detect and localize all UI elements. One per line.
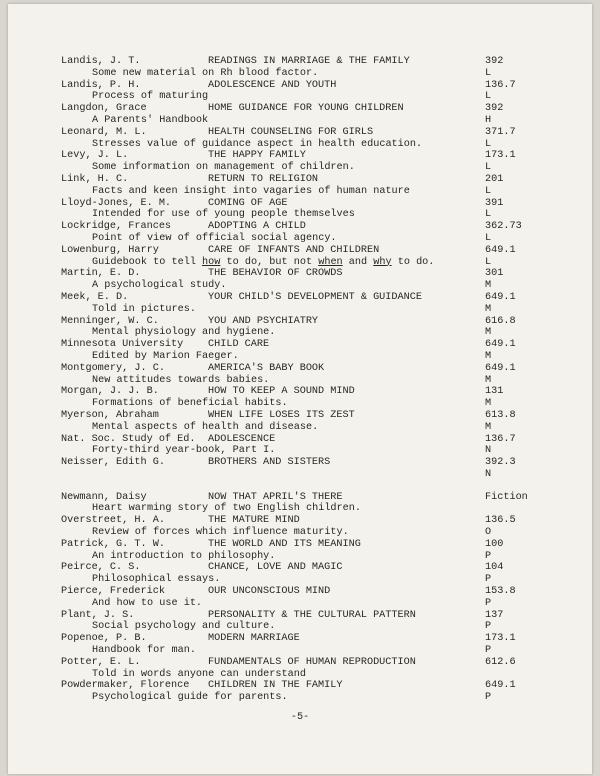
entry-level: M — [485, 350, 492, 362]
entry-annotation: Intended for use of young people themselves — [92, 209, 355, 221]
entry-annotation: Some new material on Rh blood factor. — [92, 67, 319, 79]
entry-level: O — [485, 527, 492, 539]
entry-call-number: 104 — [485, 562, 504, 574]
entry-title: READINGS IN MARRIAGE & THE FAMILY — [208, 56, 410, 67]
entry-level: M — [485, 303, 492, 315]
entry-annotation: Told in words anyone can understand — [92, 668, 306, 680]
entry-author: Powdermaker, Florence — [61, 680, 190, 692]
entry-title: THE HAPPY FAMILY — [208, 150, 306, 162]
entry-title: WHEN LIFE LOSES ITS ZEST — [208, 409, 355, 421]
entry-call-number: 392 — [485, 103, 504, 115]
entry-author: Nat. Soc. Study of Ed. — [61, 433, 196, 445]
entry-annotation: Social psychology and culture. — [92, 621, 276, 633]
list-item — [8, 245, 592, 269]
entry-author: Levy, J. L. — [61, 150, 129, 162]
entry-author: Plant, J. S. — [61, 609, 135, 621]
list-item — [8, 434, 592, 458]
entry-author: Overstreet, H. A. — [61, 515, 165, 527]
bibliography-list — [8, 56, 592, 704]
entry-author: Langdon, Grace — [61, 103, 147, 115]
entry-author: Martin, E. D. — [61, 268, 141, 280]
entry-title: ADOPTING A CHILD — [208, 221, 306, 233]
entry-author: Montgomery, J. C. — [61, 362, 165, 374]
entry-call-number: 136.7 — [485, 433, 516, 445]
entry-annotation: An introduction to philosophy. — [92, 550, 276, 562]
list-item — [8, 492, 592, 516]
entry-title: THE BEHAVIOR OF CROWDS — [208, 268, 343, 280]
entry-level: H — [485, 114, 492, 126]
entry-author: Patrick, G. T. W. — [61, 538, 165, 550]
entry-call-number: 301 — [485, 268, 504, 280]
entry-level: N — [485, 468, 492, 480]
entry-title: THE WORLD AND ITS MEANING — [208, 538, 361, 550]
entry-level: M — [485, 421, 492, 433]
underlined-word: why — [373, 256, 392, 268]
entry-author: Neisser, Edith G. — [61, 457, 165, 469]
entry-author: Link, H. C. — [61, 173, 129, 185]
list-item — [8, 562, 592, 586]
entry-call-number: 131 — [485, 386, 504, 398]
entry-call-number: Fiction — [485, 491, 528, 503]
entry-title: YOU AND PSYCHIATRY — [208, 315, 319, 327]
entry-title: CHANCE, LOVE AND MAGIC — [208, 562, 343, 574]
annotation-text: to do, but not — [220, 256, 319, 268]
entry-call-number: 201 — [485, 173, 504, 185]
entry-title: YOUR CHILD'S DEVELOPMENT & GUIDANCE — [208, 291, 422, 303]
entry-call-number: 392.3 — [485, 457, 516, 469]
entry-author: Newmann, Daisy — [61, 491, 147, 503]
entry-author: Lockridge, Frances — [61, 221, 172, 233]
entry-annotation: New attitudes towards babies. — [92, 374, 270, 386]
entry-call-number: 173.1 — [485, 150, 516, 162]
entry-call-number: 153.8 — [485, 586, 516, 598]
entry-author: Lloyd-Jones, E. M. — [61, 197, 172, 209]
entry-title: MODERN MARRIAGE — [208, 633, 300, 645]
page-number: -5- — [290, 712, 310, 723]
entry-annotation: Forty-third year-book, Part I. — [92, 445, 276, 457]
entry-title: THE MATURE MIND — [208, 515, 300, 527]
entry-level: P — [485, 645, 492, 657]
entry-author: Leonard, M. L. — [61, 126, 147, 138]
entry-annotation: Point of view of official social agency. — [92, 232, 337, 244]
entry-annotation: Philosophical essays. — [92, 574, 221, 586]
entry-call-number: 649.1 — [485, 291, 516, 303]
entry-call-number: 173.1 — [485, 633, 516, 645]
annotation-text: to do. — [391, 256, 435, 268]
entry-call-number: 392 — [485, 56, 504, 67]
entry-level: L — [485, 91, 492, 103]
entry-annotation: Mental physiology and hygiene. — [92, 327, 276, 339]
entry-annotation: Stresses value of guidance aspect in health education. — [92, 138, 423, 150]
entry-author: Landis, P. H. — [61, 79, 141, 91]
entry-level: P — [485, 574, 492, 586]
entry-call-number: 371.7 — [485, 126, 516, 138]
list-item — [8, 316, 592, 340]
list-item — [8, 657, 592, 681]
entry-title: BROTHERS AND SISTERS — [208, 457, 331, 469]
entry-annotation: And how to use it. — [92, 597, 203, 609]
entry-call-number: 649.1 — [485, 362, 516, 374]
entry-annotation: Mental aspects of health and disease. — [92, 421, 319, 433]
list-item — [8, 633, 592, 657]
entry-level: L — [485, 162, 492, 174]
entry-call-number: 616.8 — [485, 315, 516, 327]
entry-title: HEALTH COUNSELING FOR GIRLS — [208, 126, 374, 138]
entry-annotation: A Parents' Handbook — [92, 114, 209, 126]
list-item — [8, 410, 592, 434]
list-item — [8, 457, 592, 481]
entry-author: Morgan, J. J. B. — [61, 386, 159, 398]
annotation-text: Guidebook to tell — [92, 256, 203, 268]
entry-author: Popenoe, P. B. — [61, 633, 147, 645]
entry-annotation: Formations of beneficial habits. — [92, 398, 288, 410]
list-item — [8, 268, 592, 292]
entry-level: M — [485, 327, 492, 339]
entry-title: PERSONALITY & THE CULTURAL PATTERN — [208, 609, 416, 621]
entry-annotation — [92, 257, 434, 269]
list-item — [8, 610, 592, 634]
entry-author: Lowenburg, Harry — [61, 244, 159, 256]
entry-title: NOW THAT APRIL'S THERE — [208, 491, 343, 503]
entry-call-number: 649.1 — [485, 680, 516, 692]
list-item — [8, 80, 592, 104]
entry-level: L — [485, 256, 492, 268]
entry-author: Myerson, Abraham — [61, 409, 159, 421]
entry-call-number: 649.1 — [485, 339, 516, 351]
entry-title: HOW TO KEEP A SOUND MIND — [208, 386, 355, 398]
entry-level: P — [485, 550, 492, 562]
entry-annotation: Some information on management of children. — [92, 162, 355, 174]
entry-annotation: Heart warming story of two English children. — [92, 503, 361, 515]
entry-title: OUR UNCONSCIOUS MIND — [208, 586, 331, 598]
document-page — [8, 4, 592, 774]
entry-author: Menninger, W. C. — [61, 315, 159, 327]
entry-level: P — [485, 597, 492, 609]
entry-author: Minnesota University — [61, 339, 184, 351]
entry-level: L — [485, 209, 492, 221]
entry-title: CHILDREN IN THE FAMILY — [208, 680, 343, 692]
entry-level: L — [485, 185, 492, 197]
annotation-text: and — [342, 256, 374, 268]
entry-call-number: 136.5 — [485, 515, 516, 527]
list-item — [8, 363, 592, 387]
entry-title: ADOLESCENCE AND YOUTH — [208, 79, 337, 91]
list-item — [8, 292, 592, 316]
entry-level: M — [485, 280, 492, 292]
entry-annotation: Facts and keen insight into vagaries of human nature — [92, 185, 410, 197]
list-item — [8, 198, 592, 222]
entry-author: Meek, E. D. — [61, 291, 129, 303]
entry-title: RETURN TO RELIGION — [208, 173, 319, 185]
entry-title: FUNDAMENTALS OF HUMAN REPRODUCTION — [208, 656, 416, 668]
entry-title: HOME GUIDANCE FOR YOUNG CHILDREN — [208, 103, 404, 115]
entry-annotation: Psychological guide for parents. — [92, 692, 288, 704]
entry-level: L — [485, 67, 492, 79]
list-item — [8, 539, 592, 563]
list-item — [8, 174, 592, 198]
entry-call-number: 362.73 — [485, 221, 522, 233]
entry-title: CARE OF INFANTS AND CHILDREN — [208, 244, 380, 256]
list-item — [8, 386, 592, 410]
list-item — [8, 56, 592, 80]
entry-level: L — [485, 138, 492, 150]
entry-call-number: 136.7 — [485, 79, 516, 91]
entry-title: AMERICA'S BABY BOOK — [208, 362, 325, 374]
entry-annotation: Handbook for man. — [92, 645, 196, 657]
entry-call-number: 613.8 — [485, 409, 516, 421]
entry-level: P — [485, 692, 492, 704]
entry-call-number: 100 — [485, 538, 504, 550]
entry-level: M — [485, 374, 492, 386]
entry-level: L — [485, 232, 492, 244]
entry-author: Potter, E. L. — [61, 656, 141, 668]
list-item — [8, 127, 592, 151]
entry-author: Landis, J. T. — [61, 56, 141, 67]
entry-level: M — [485, 398, 492, 410]
entry-title: CHILD CARE — [208, 339, 270, 351]
entry-call-number: 137 — [485, 609, 504, 621]
underlined-word: how — [202, 256, 221, 268]
entry-annotation: Process of maturing — [92, 91, 209, 103]
entry-author: Pierce, Frederick — [61, 586, 165, 598]
list-item — [8, 680, 592, 704]
entry-title: COMING OF AGE — [208, 197, 288, 209]
underlined-word: when — [318, 256, 343, 268]
list-item — [8, 515, 592, 539]
list-item — [8, 586, 592, 610]
entry-annotation: Edited by Marion Faeger. — [92, 350, 239, 362]
list-item — [8, 150, 592, 174]
entry-annotation: A psychological study. — [92, 280, 227, 292]
list-item — [8, 221, 592, 245]
entry-level: N — [485, 445, 492, 457]
entry-annotation: Review of forces which influence maturity. — [92, 527, 349, 539]
entry-call-number: 612.6 — [485, 656, 516, 668]
entry-level: P — [485, 621, 492, 633]
entry-call-number: 391 — [485, 197, 504, 209]
entry-call-number: 649.1 — [485, 244, 516, 256]
entry-author: Peirce, C. S. — [61, 562, 141, 574]
entry-title: ADOLESCENCE — [208, 433, 276, 445]
list-item — [8, 339, 592, 363]
entry-annotation: Told in pictures. — [92, 303, 196, 315]
list-item — [8, 103, 592, 127]
